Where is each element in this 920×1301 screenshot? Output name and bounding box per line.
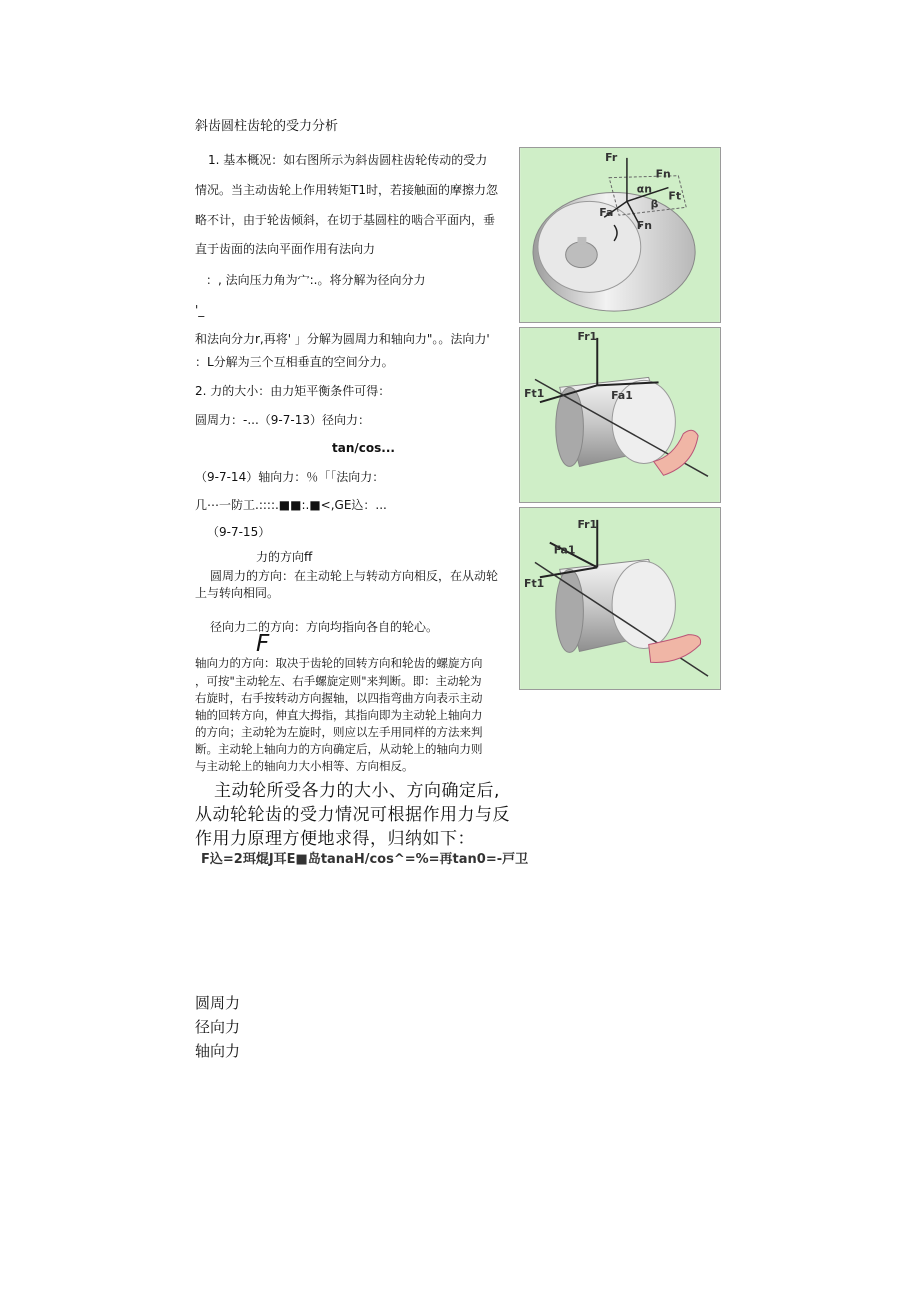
circumferential-direction-2: 上与转向相同。 [195,586,280,600]
label-fa1-b: Fa1 [553,543,576,557]
label-fa: Fa [599,206,614,220]
intro-line-8: ：L分解为三个互相垂直的空间分力。 [195,355,394,369]
intro-line-4: 直于齿面的法向平面作用有法向力 [195,242,376,256]
axial-direction-4: 轴的回转方向，伸直大拇指，其指向即为主动轮上轴向力 [195,708,483,722]
circumferential-direction-1: 圆周力的方向：在主动轮上与转动方向相反，在从动轮 [210,569,499,583]
big-f-symbol: F [256,631,270,657]
summary-line-2: 从动轮轮齿的受力情况可根据作用力与反 [195,805,510,825]
list-item-circumferential: 圆周力 [195,994,241,1012]
gear-force-figure-3 [519,507,721,690]
intro-line-6: '_ [195,303,205,317]
summary-formula: F込=2珥焜J耳E■岛tanaH/cos^=%=再tan0=-戸卫 [201,852,529,867]
label-fn: Fn [655,167,671,181]
label-alpha-n: αn [636,182,653,196]
label-fa1: Fa1 [611,389,633,403]
gear-force-diagram-3 [520,508,720,689]
gear-force-figure-1 [519,147,721,323]
list-item-radial: 径向力 [195,1018,241,1036]
axial-direction-3: 右旋时，右手按转动方向握轴，以四指弯曲方向表示主动 [195,691,483,705]
formula-line-4: 几⋯一防工.::::.■■:.■<,GE込：... [195,498,387,512]
page-title: 斜齿圆柱齿轮的受力分析 [195,119,339,134]
label-fr: Fr [605,150,618,164]
label-fr1-b: Fr1 [577,517,598,531]
label-ft1: Ft1 [524,387,545,401]
formula-line-1: 圆周力：-...（9-7-13）径向力： [195,413,370,427]
axial-direction-1: 轴向力的方向：取决于齿轮的回转方向和轮齿的螺旋方向 [195,656,483,670]
intro-line-3: 略不计，由于轮齿倾斜，在切于基圆柱的啮合平面内，垂 [195,213,496,227]
intro-line-2: 情况。当主动齿轮上作用转矩T1时，若接触面的摩擦力忽 [195,183,498,197]
gear-force-diagram-1 [520,148,720,322]
formula-line-5: （9-7-15） [207,525,271,539]
label-beta: β [650,197,659,211]
formula-line-3: （9-7-14）轴向力：％「「法向力： [195,470,385,484]
intro-line-1: 1. 基本概况：如右图所示为斜齿圆柱齿轮传动的受力 [208,153,488,167]
intro-line-7: 和法向分力r,再将' 」分解为圆周力和轴向力"。。法向力' [195,332,490,346]
summary-line-3: 作用力原理方便地求得，归纳如下： [195,829,475,849]
axial-direction-5: 的方向；主动轮为左旋时，则应以左手用同样的方法来判 [195,725,483,739]
axial-direction-2: ，可按"主动轮左、右手螺旋定则"来判断。即：主动轮为 [195,674,482,688]
section-2-heading: 2. 力的大小：由力矩平衡条件可得： [195,384,391,398]
formula-line-2: tan/cos... [332,441,395,455]
intro-line-5: ：, 法向压力角为宀:.。将分解为径向分力 [206,273,426,287]
gear-force-figure-2 [519,327,721,503]
summary-line-1: 主动轮所受各力的大小、方向确定后, [214,781,500,801]
label-fr1: Fr1 [577,329,598,343]
section-3-heading: 力的方向ff [256,550,313,564]
label-ft1-b: Ft1 [524,577,545,591]
gear-force-diagram-2 [520,328,720,502]
label-ft: Ft [668,189,682,203]
list-item-axial: 轴向力 [195,1042,241,1060]
radial-direction: 径向力二的方向：方向均指向各自的轮心。 [210,620,439,634]
axial-direction-7: 与主动轮上的轴向力大小相等、方向相反。 [195,759,414,773]
label-fn-2: Fn [636,219,652,233]
axial-direction-6: 断。主动轮上轴向力的方向确定后，从动轮上的轴向力则 [195,742,483,756]
